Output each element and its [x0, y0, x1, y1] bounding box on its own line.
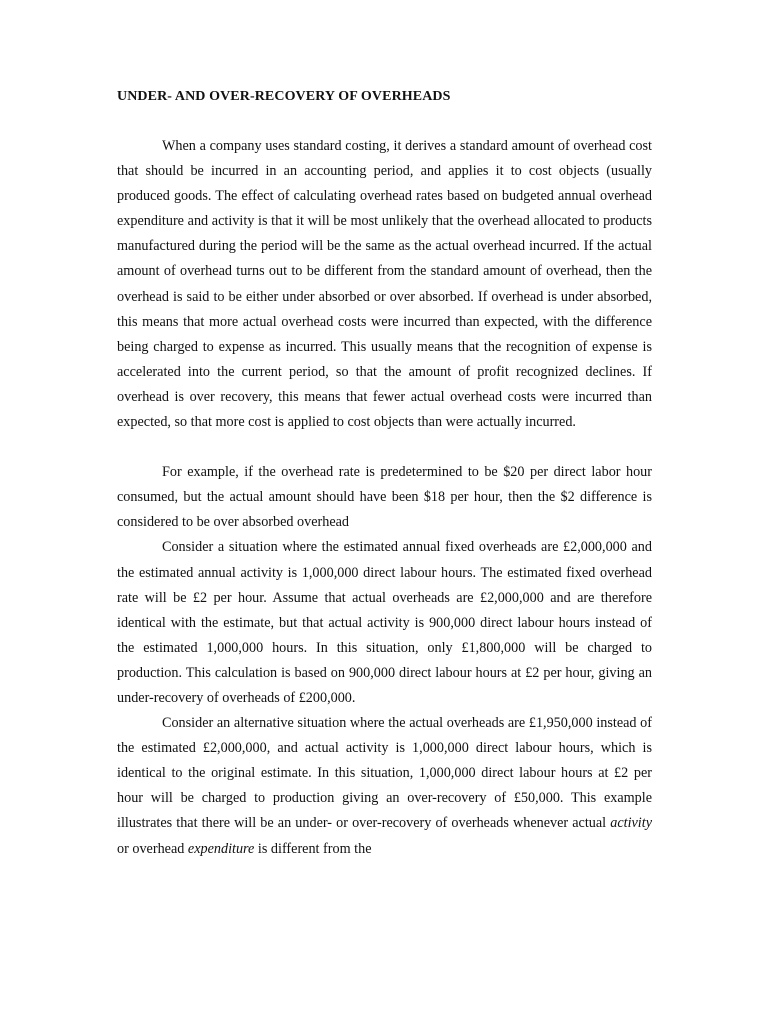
document-title: UNDER- AND OVER-RECOVERY OF OVERHEADS	[117, 89, 451, 104]
paragraph-over-recovery-mid: or overhead	[117, 840, 185, 857]
paragraph-spacer	[117, 435, 652, 460]
paragraph-standard-costing: When a company uses standard costing, it derives a standard amount of overhead cost that should be incurred in an accounting period, and applies it to cost objects (usually produced goods. The effect of calculating overhead rates based on budgeted annual overhead expenditure and activity is that it will be most unlikely that the overhead allocated to products manufactured during the period will be the same as the actual overhead incurred. If the actual amount of overhead turns out to be different from the standard amount of overhead, then the overhead is said to be either under absorbed or over absorbed. If overhead is under absorbed, this means that more actual overhead costs were incurred than expected, with the difference being charged to expense as incurred. This usually means that the recognition of expense is accelerated into the current period, so that the amount of profit recognized declines. If overhead is over recovery, this means that fewer actual overhead costs were incurred than expected, so that more cost is applied to cost objects than were actually incurred.	[117, 138, 652, 431]
italic-expenditure: expenditure	[187, 840, 255, 857]
italic-activity: activity	[610, 815, 652, 832]
paragraph-under-recovery: Consider a situation where the estimated annual fixed overheads are £2,000,000 and the estimated annual activity is 1,000,000 direct labour hours. The estimated fixed overhead rate will be £2 per hour. Assume that actual overheads are £2,000,000 and are therefore identical with the estimate, but that actual activity is 900,000 direct labour hours instead of the estimated 1,000,000 hours. In this situation, only £1,800,000 will be charged to production. This calculation is based on 900,000 direct labour hours at £2 per hour, giving an under-recovery of overheads of £200,000.	[117, 539, 652, 706]
document-page	[117, 84, 652, 862]
paragraph-over-recovery-end: is different from the	[257, 840, 372, 857]
paragraph-example: For example, if the overhead rate is predetermined to be $20 per direct labor hour consumed, but the actual amount should have been $18 per hour, then the $2 difference is considered to be over absorbed overhead	[117, 464, 652, 531]
paragraph-over-recovery	[117, 711, 652, 862]
paragraph-over-recovery-text: Consider an alternative situation where the actual overheads are £1,950,000 instead of the estimated £2,000,000, and actual activity is 1,000,000 direct labour hours, which is identical to the original estimate. In this situation, 1,000,000 direct labour hours at £2 per hour will be charged to production giving an over-recovery of £50,000. This example illustrates that there will be an under- or over-recovery of overheads whenever actual	[117, 715, 652, 832]
